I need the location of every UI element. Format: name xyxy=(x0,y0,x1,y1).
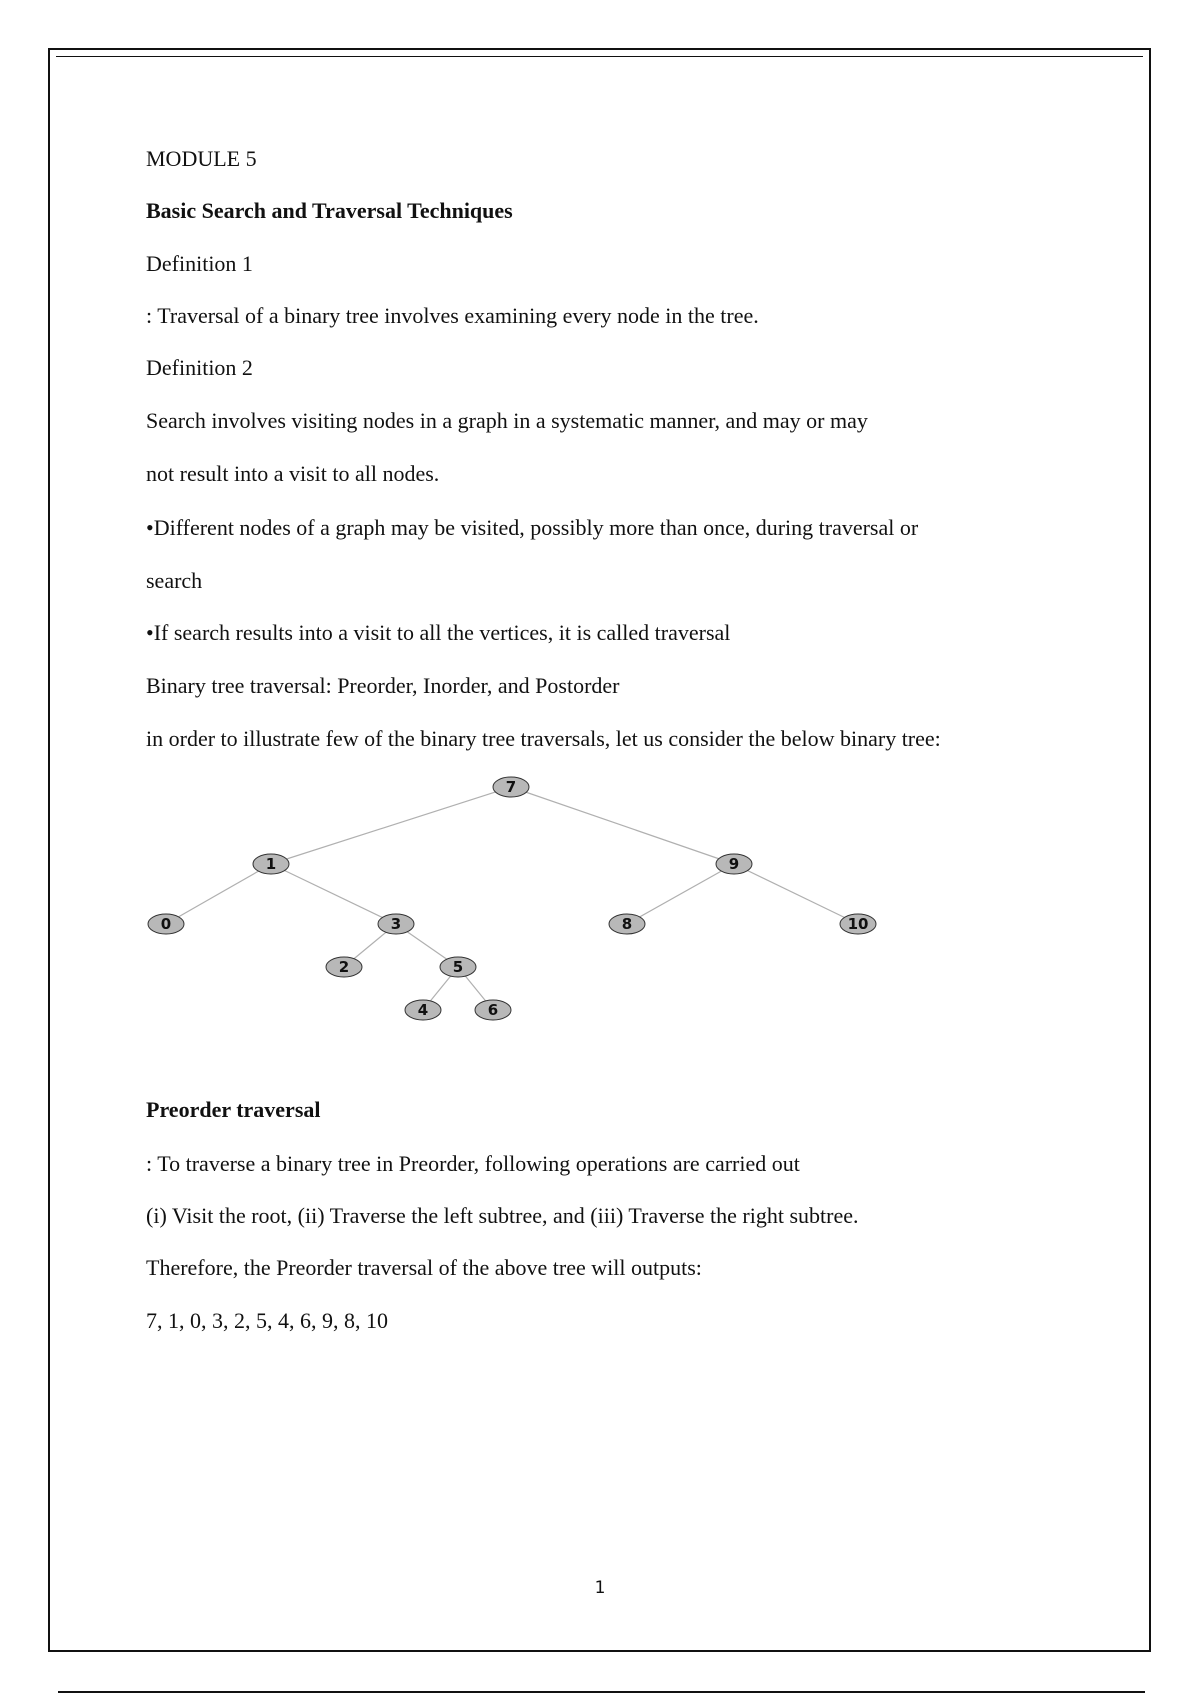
tree-node-label: 10 xyxy=(847,915,869,933)
definition-2-text-line-2: not result into a visit to all nodes. xyxy=(146,461,440,486)
tree-node-4 xyxy=(405,1000,441,1020)
tree-node-7 xyxy=(493,777,529,797)
tree-node-5 xyxy=(440,957,476,977)
tree-node-label: 1 xyxy=(265,855,277,873)
traversal-types: Binary tree traversal: Preorder, Inorder, and Postorder xyxy=(146,673,620,698)
tree-edge-1-3 xyxy=(271,864,396,924)
bullet-2: •If search results into a visit to all the vertices, it is called traversal xyxy=(146,620,731,645)
tree-nodes xyxy=(148,777,876,1020)
definition-2-text-line-1: Search involves visiting nodes in a graph in a systematic manner, and may or may xyxy=(146,408,868,433)
definition-1-label: Definition 1 xyxy=(146,251,253,276)
tree-edge-7-1 xyxy=(271,787,511,864)
bullet-1-line-2: search xyxy=(146,568,203,593)
illustrate-text: in order to illustrate few of the binary tree traversals, let us consider the below binary tree: xyxy=(146,726,941,751)
tree-edge-1-0 xyxy=(166,864,271,924)
page-bottom-rule xyxy=(58,1691,1145,1693)
tree-node-label: 7 xyxy=(505,778,517,796)
definition-2-label: Definition 2 xyxy=(146,355,253,380)
tree-node-2 xyxy=(326,957,362,977)
tree-node-label: 9 xyxy=(728,855,740,873)
tree-node-label: 8 xyxy=(621,915,633,933)
tree-node-6 xyxy=(475,1000,511,1020)
tree-edge-7-9 xyxy=(511,787,734,864)
tree-node-9 xyxy=(716,854,752,874)
tree-node-8 xyxy=(609,914,645,934)
page-number: 1 xyxy=(594,1578,606,1598)
preorder-steps: (i) Visit the root, (ii) Traverse the left subtree, and (iii) Traverse the right subtree. xyxy=(146,1203,859,1228)
tree-node-1 xyxy=(253,854,289,874)
bullet-1-line-1: •Different nodes of a graph may be visited, possibly more than once, during traversal or xyxy=(146,515,919,540)
tree-edges xyxy=(166,787,858,1010)
tree-node-label: 0 xyxy=(160,915,172,933)
tree-node-label: 5 xyxy=(452,958,464,976)
tree-node-0 xyxy=(148,914,184,934)
definition-1-text: : Traversal of a binary tree involves examining every node in the tree. xyxy=(146,303,759,328)
module-title: MODULE 5 xyxy=(146,146,257,171)
tree-edge-9-8 xyxy=(627,864,734,924)
preorder-output: 7, 1, 0, 3, 2, 5, 4, 6, 9, 8, 10 xyxy=(146,1308,388,1333)
tree-node-10 xyxy=(840,914,876,934)
tree-node-label: 4 xyxy=(417,1001,429,1019)
preorder-heading: Preorder traversal xyxy=(146,1097,321,1122)
tree-edge-9-10 xyxy=(734,864,858,924)
section-heading: Basic Search and Traversal Techniques xyxy=(146,198,513,223)
preorder-intro: : To traverse a binary tree in Preorder, following operations are carried out xyxy=(146,1151,800,1176)
tree-node-label: 6 xyxy=(487,1001,499,1019)
tree-node-3 xyxy=(378,914,414,934)
tree-node-label: 3 xyxy=(390,915,402,933)
tree-node-label: 2 xyxy=(338,958,350,976)
preorder-therefore: Therefore, the Preorder traversal of the above tree will outputs: xyxy=(146,1255,702,1280)
